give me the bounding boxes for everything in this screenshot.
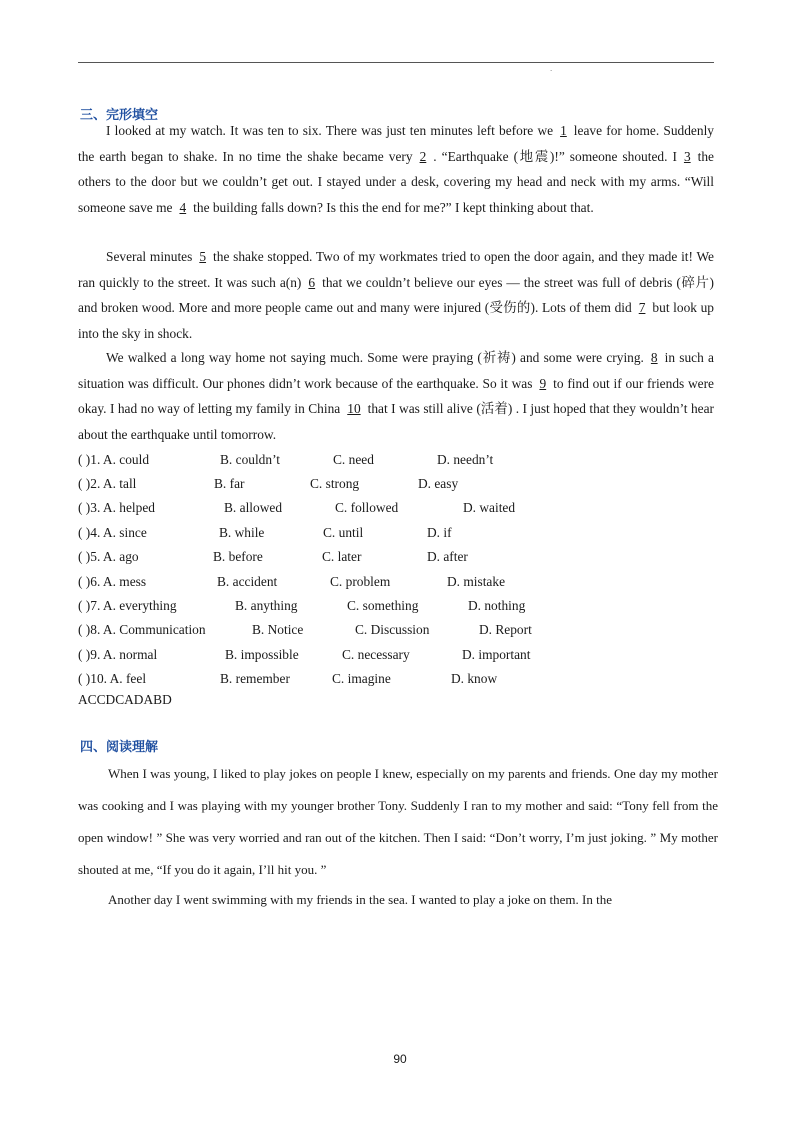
blank-1: 1	[560, 123, 567, 138]
header-rule	[78, 62, 714, 63]
reading-paragraph-1: When I was young, I liked to play jokes on people I knew, especially on my parents and friends. One day my mother was cooking and I was playing with my younger brother Tony. Suddenly I ran to my mother and said: “Tony fell from the open window! ” She was very worried and ran out of the kitchen. Then I said: “Don’t worry, I’m just joking. ” My mother shouted at me, “If you do it again, I’ll hit you. ”	[78, 766, 718, 877]
cloze-paragraph-2: Several minutes 5 the shake stopped. Two of my workmates tried to open the door again, and they made it! We ran quickly to the street. It was such a(n) 6 that we couldn’t believe our eyes — the street was full of debris (碎片) and broken wood. More and more people came out and many were injured (受伤的). Lots of them did 7 but look up into the sky in shock.	[78, 249, 715, 341]
blank-4: 4	[179, 199, 187, 215]
cloze-paragraph-1: I looked at my watch. It was ten to six. There was just ten minutes left before we 1 leave for home. Suddenly the earth began to shake. In no time the shake became very 2 . “Earthquake (地震)!” someone shouted. I 3 the others to the door but we couldn’t get out. I stayed under a desk, covering my head and neck with my arms. “Will someone save me 4 the building falls down? Is this the end for me?” I kept thinking about that.	[78, 123, 714, 215]
blank-10: 10	[347, 401, 361, 416]
blank-9: 9	[539, 375, 547, 391]
blank-8: 8	[650, 350, 658, 365]
cloze-paragraph-3: We walked a long way home not saying much. Some were praying (祈祷) and some were crying. 8 in such a situation was difficult. Our phones didn’t work because of the earthquake. So it was 9 to find out if our friends were okay. I had no way of letting my family in China 10 that I was still alive (活着) . I just hoped that they wouldn’t hear about the earthquake until tomorrow.	[78, 350, 715, 442]
section-title-reading: 四、阅读理解	[80, 740, 159, 755]
answer-key: ACCDCADABD	[78, 692, 172, 707]
blank-2: 2	[419, 148, 427, 164]
section-title-cloze: 三、完形填空	[80, 108, 159, 123]
header-mark: .	[550, 64, 553, 73]
page-number: 90	[393, 1052, 407, 1066]
document-page: . 三、完形填空 I looked at my watch. It was ten to six. There was just ten minutes left before we 1 leave for home. Suddenly the earth began to shake. In no time the shake became very 2 . “Earthquake (地震)!” someone shouted. I 3 the others to the door but we couldn’t get out. I stayed under a desk, covering my head and neck with my arms. “Will someone save me 4 the building falls down? Is this the end for me?” I kept thinking about that. Several minutes 5 the shake stopped. Two of my workmates tried to open the door again, and they made it! We ran quickly to the street. It was such a(n) 6 that we couldn’t believe our eyes — the street was full of debris (碎片) and broken wood. More and more people came out and many were injured (受伤的). Lots of them did 7 but look up into the sky in shock. We walked a long way home not saying much. Some were praying (祈祷) and some were crying. 8 in such a situation was difficult. Our phones didn’t work because of the earthquake. So it was 9 to find out if our friends were okay. I had no way of letting my family in China 10 that I was still alive (活着) . I just hoped that they wouldn’t hear about the earthquake until tomorrow. ( )1. A. could B. couldn’t C. need D. needn’t ( )2. A. tall B. far C. strong D. easy ( )3. A. helped B. allowed C. followed D. waited ( )4. A. since B. while C. until D. if ( )5. A. ago B. before C. later D. after ( )6. A. mess B. accident C. problem D. mistake ( )7. A. everything B. anything C. something D. nothing ( )8. A. Communication B. Notice C. Discussion D. Report ( )9. A. normal B. impossible C. necessary D. important ( )10. A. feel B. remember C. imagine D. know ACCDCADABD 四、阅读理解 When I was young, I liked to play jokes on people I knew, especially on my parents and friends. One day my mother was cooking and I was playing with my younger brother Tony. Suddenly I ran to my mother and said: “Tony fell from the open window! ” She was very worried and ran out of the kitchen. Then I said: “Don’t worry, I’m just joking. ” My mother shouted at me, “If you do it again, I’ll hit you. ” Another day I went swimming with my friends in the sea. I wanted to play a joke on them. In the 90	[0, 0, 800, 1132]
blank-5: 5	[199, 249, 207, 264]
blank-6: 6	[308, 274, 316, 290]
reading-paragraph-2: Another day I went swimming with my friends in the sea. I wanted to play a joke on them. In the	[108, 892, 612, 907]
blank-7: 7	[638, 300, 646, 315]
blank-3: 3	[683, 148, 691, 164]
